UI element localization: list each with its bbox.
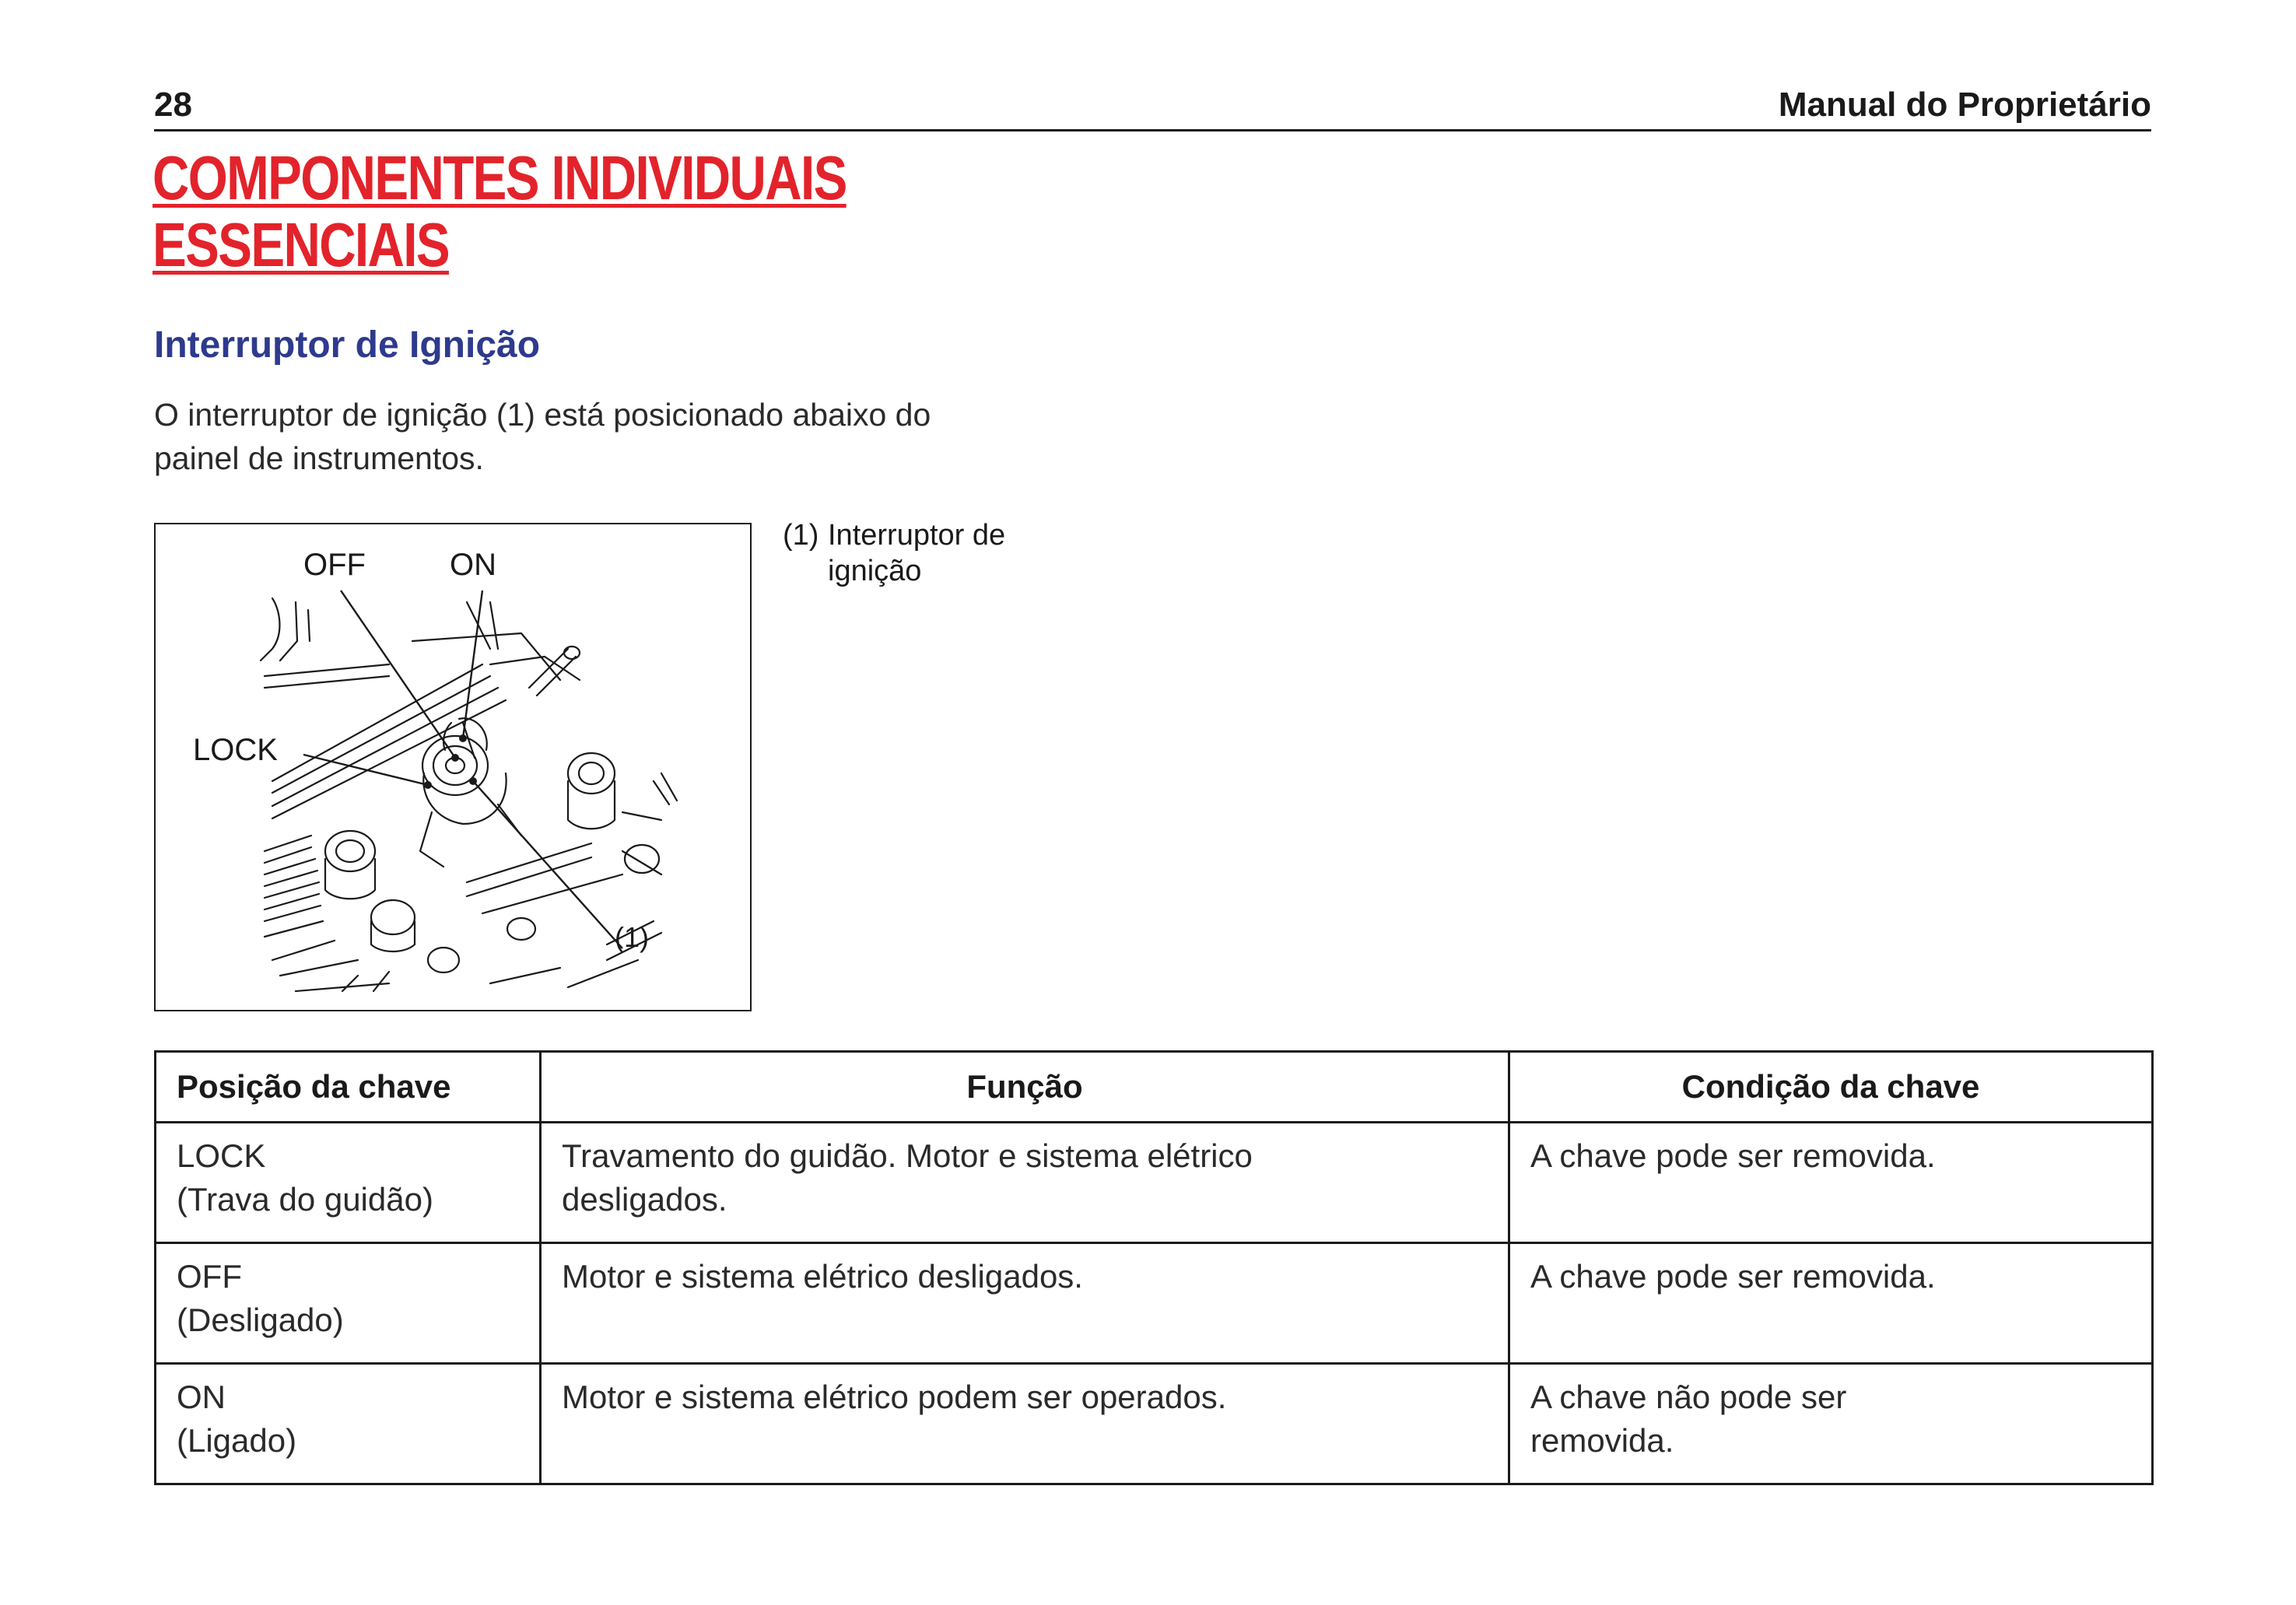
- cell-condition: [1509, 1243, 2153, 1364]
- caption-line2: ignição: [828, 555, 922, 587]
- callout-leader-line: [473, 781, 622, 948]
- cell-function: [541, 1364, 1509, 1484]
- function-line2: desligados.: [562, 1181, 727, 1218]
- condition-line1: A chave não pode ser: [1530, 1379, 1847, 1415]
- cell-position: [156, 1364, 541, 1484]
- function-line1: Travamento do guidão. Motor e sistema elétrico: [562, 1137, 1253, 1174]
- header-rule: [154, 129, 2151, 131]
- label-callout-1: (1): [615, 921, 649, 953]
- intro-paragraph: [154, 393, 1088, 480]
- header-function: Função: [541, 1052, 1509, 1123]
- subsection-title: Interruptor de Ignição: [154, 324, 541, 366]
- table-header-row: [156, 1052, 2153, 1123]
- intro-line2: painel de instrumentos.: [154, 440, 484, 476]
- section-title: [152, 145, 847, 279]
- key-positions-table: [154, 1050, 2154, 1485]
- condition-line1: A chave pode ser removida.: [1530, 1137, 1936, 1174]
- table-row: [156, 1123, 2153, 1243]
- ignition-switch-illustration: [154, 523, 752, 1011]
- position-name: LOCK: [177, 1137, 266, 1174]
- cell-position: [156, 1243, 541, 1364]
- header-condition: Condição da chave: [1509, 1052, 2153, 1123]
- table-row: [156, 1364, 2153, 1484]
- cell-condition: [1509, 1364, 2153, 1484]
- section-title-line1: COMPONENTES INDIVIDUAIS: [152, 143, 847, 212]
- position-detail: (Trava do guidão): [177, 1181, 433, 1218]
- intro-line1: O interruptor de ignição (1) está posicionado abaixo do: [154, 397, 931, 433]
- position-name: OFF: [177, 1258, 242, 1295]
- cell-position: [156, 1123, 541, 1243]
- label-on: ON: [450, 548, 496, 582]
- cell-function: [541, 1123, 1509, 1243]
- label-lock: LOCK: [193, 733, 278, 767]
- label-off: OFF: [303, 548, 366, 582]
- caption-number: (1): [783, 519, 819, 552]
- cell-condition: [1509, 1123, 2153, 1243]
- condition-line2: removida.: [1530, 1422, 1674, 1459]
- position-detail: (Desligado): [177, 1302, 344, 1338]
- condition-line1: A chave pode ser removida.: [1530, 1258, 1936, 1295]
- cell-function: [541, 1243, 1509, 1364]
- function-line1: Motor e sistema elétrico podem ser operados.: [562, 1379, 1227, 1415]
- position-name: ON: [177, 1379, 226, 1415]
- caption-line1: Interruptor de: [828, 519, 1006, 552]
- page-number: 28: [154, 86, 192, 124]
- table-row: [156, 1243, 2153, 1364]
- header-position: Posição da chave: [156, 1052, 541, 1123]
- section-title-line2: ESSENCIAIS: [152, 210, 449, 279]
- function-line1: Motor e sistema elétrico desligados.: [562, 1258, 1083, 1295]
- figure-caption: [783, 517, 1005, 589]
- running-head: Manual do Proprietário: [1778, 86, 2151, 124]
- position-detail: (Ligado): [177, 1422, 297, 1459]
